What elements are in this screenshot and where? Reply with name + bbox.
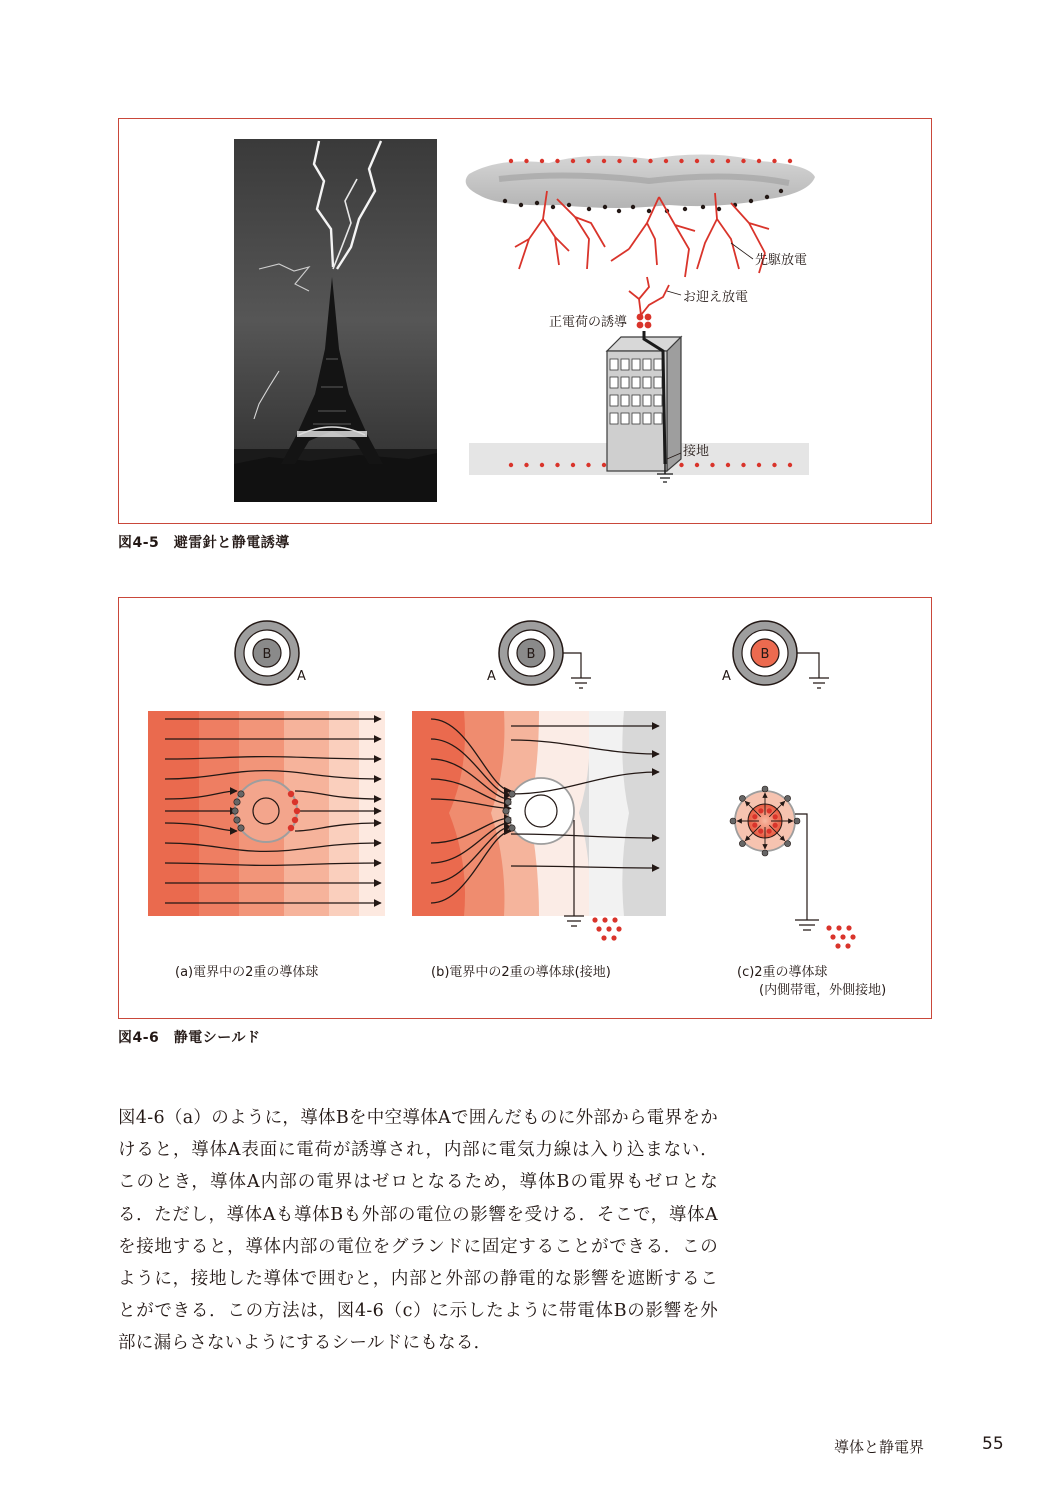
upward-discharge — [629, 277, 669, 315]
escaped-charges-c — [826, 925, 855, 948]
sphere-icon-b — [499, 621, 591, 688]
label-a-c: A — [722, 669, 731, 684]
figure-4-6 — [118, 597, 932, 1019]
label-positive-induction: 正電荷の誘導 — [549, 315, 628, 330]
figure-4-5-caption: 図4-5 避雷針と静電誘導 — [118, 535, 290, 551]
figure-4-5-graphic — [119, 119, 933, 525]
label-b-a: B — [262, 647, 272, 662]
figure-4-6-graphic — [119, 598, 933, 1020]
induced-charge-cluster — [637, 314, 652, 329]
panel-a-field — [148, 711, 385, 916]
panel-a-label: (a)電界中の2重の導体球 — [175, 965, 319, 980]
figure-4-6-caption: 図4-6 静電シールド — [118, 1030, 261, 1046]
sphere-icon-c — [733, 621, 829, 688]
eiffel-tower-photo — [234, 139, 437, 502]
label-b-c: B — [760, 647, 770, 662]
thundercloud — [466, 154, 815, 208]
panel-b-field — [412, 711, 666, 926]
panel-c-sphere — [730, 786, 819, 930]
panel-c-label-2: (内側帯電，外側接地) — [759, 983, 887, 998]
label-a-b: A — [487, 669, 496, 684]
running-footer-title: 導体と静電界 — [834, 1438, 925, 1456]
label-b-b: B — [526, 647, 536, 662]
page-number: 55 — [982, 1434, 1004, 1454]
label-upward-discharge: お迎え放電 — [683, 290, 749, 305]
escaped-charges-b — [592, 917, 621, 940]
figure-4-5 — [118, 118, 932, 524]
body-paragraph: 図4-6（a）のように，導体Bを中空導体Aで囲んだものに外部から電界をかけると，導体A表面に電荷が誘導され，内部に電気力線は入り込まない．このとき，導体A内部の電界はゼロとなるため，導体Bの電界もゼロとなる．ただし，導体Aも導体Bも外部の電位の影響を受ける．そこで，導体Aを接地すると，導体内部の電位をグランドに固定することができる．このように，接地した導体で囲むと，内部と外部の静電的な影響を遮断することができる．この方法は，図4-6（c）に示したように帯電体Bの影響を外部に漏らさないようにするシールドにもなる． — [118, 1108, 718, 1354]
label-a-a: A — [297, 669, 306, 684]
label-leader-discharge: 先駆放電 — [755, 253, 808, 268]
panel-c-label: (c)2重の導体球 — [737, 965, 828, 980]
panel-b-label: (b)電界中の2重の導体球(接地) — [431, 965, 611, 980]
label-ground: 接地 — [683, 444, 710, 459]
building — [607, 331, 681, 482]
